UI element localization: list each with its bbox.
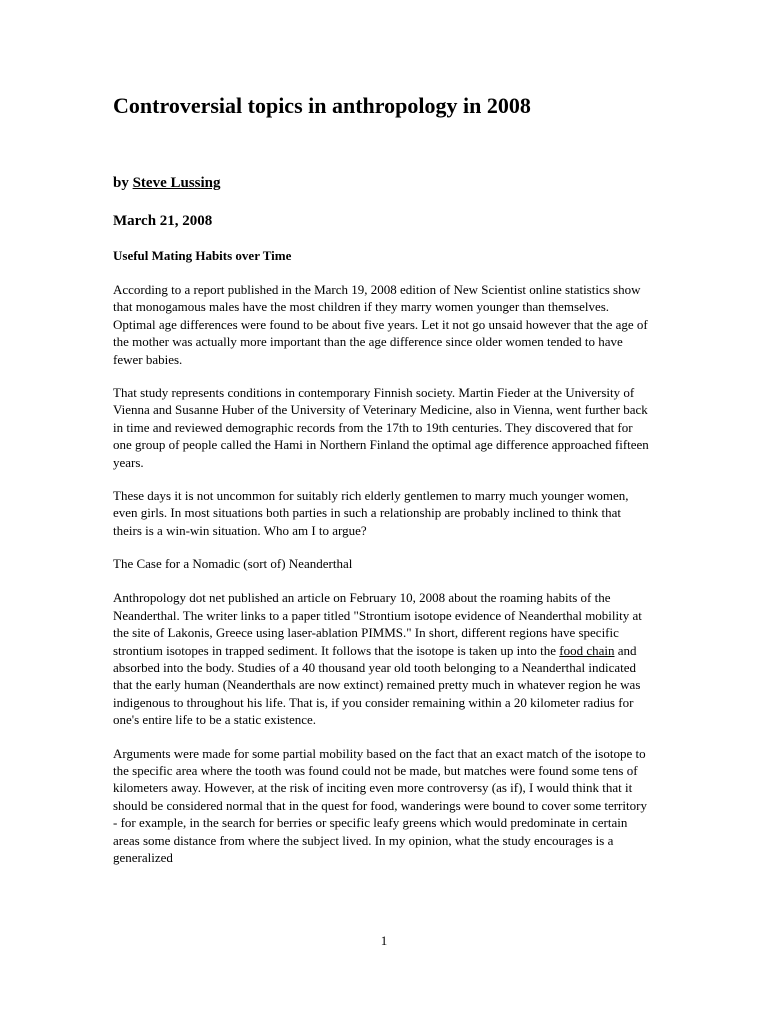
paragraph-2: That study represents conditions in contemporary Finnish society. Martin Fieder at the University of Vienna and Susanne Huber of the University of Veterinary Medicine, also in Vienna, went further back in time and reviewed demographic records from the 17th to 19th centuries. They discovered that for one group of people called the Hami in Northern Finland the optimal age difference approached fifteen years. bbox=[113, 385, 649, 470]
paragraph-3: These days it is not uncommon for suitably rich elderly gentlemen to marry much younger women, even girls. In most situations both parties in such a relationship are probably inclined to think that theirs is a win-win situation. Who am I to argue? bbox=[113, 488, 629, 538]
page-number: 1 bbox=[380, 933, 388, 948]
publish-date: March 21, 2008 bbox=[113, 213, 213, 229]
document-body bbox=[113, 92, 653, 866]
document-title: Controversial topics in anthropology in 2008 bbox=[113, 93, 531, 118]
author-link[interactable]: Steve Lussing bbox=[132, 175, 221, 191]
paragraph-4 bbox=[113, 589, 653, 728]
byline bbox=[113, 173, 653, 193]
byline-prefix: by bbox=[113, 175, 133, 191]
food-chain-link[interactable]: food chain bbox=[559, 642, 615, 658]
paragraph-1: According to a report published in the March 19, 2008 edition of New Scientist online statistics show that monogamous males have the most children if they marry women younger than themselves. Optimal age differences were found to be about five years. Let it not go unsaid however that the age of the mother was actually more important than the age difference since older women tended to have fewer babies. bbox=[113, 282, 648, 367]
paragraph-4-text-end: and absorbed into the body. Studies of a 40 thousand year old tooth belonging to a Neanderthal indicated that the early human (Neanderthals are now extinct) remained pretty much in whatever region he was indigenous to throughout his life. That is, if you consider remaining within a 20 kilometer radius for one's entire life to be a static existence. bbox=[113, 642, 641, 728]
section-heading-mating-habits: Useful Mating Habits over Time bbox=[113, 248, 292, 263]
section-heading-neanderthal: The Case for a Nomadic (sort of) Neanderthal bbox=[113, 556, 353, 572]
paragraph-5: Arguments were made for some partial mobility based on the fact that an exact match of the isotope to the specific area where the tooth was found could not be made, but matches were found some tens of kilometers away. However, at the risk of inciting even more controversy (as if), I would think that it should be considered normal that in the quest for food, wanderings were bound to cover some territory - for example, in the search for berries or specific leafy greens which would predominate in certain areas some distance from where the subject lived. In my opinion, what the study encourages is a generalized bbox=[113, 745, 647, 865]
paragraph-4-text-start: Anthropology dot net published an article on February 10, 2008 about the roaming habits of the Neanderthal. The writer links to a paper titled "Strontium isotope evidence of Neanderthal mobility at the site of Lakonis, Greece using laser-ablation PIMMS." In short, different regions have specific strontium isotopes in trapped sediment. It follows that the isotope is taken up into the bbox=[113, 590, 642, 658]
